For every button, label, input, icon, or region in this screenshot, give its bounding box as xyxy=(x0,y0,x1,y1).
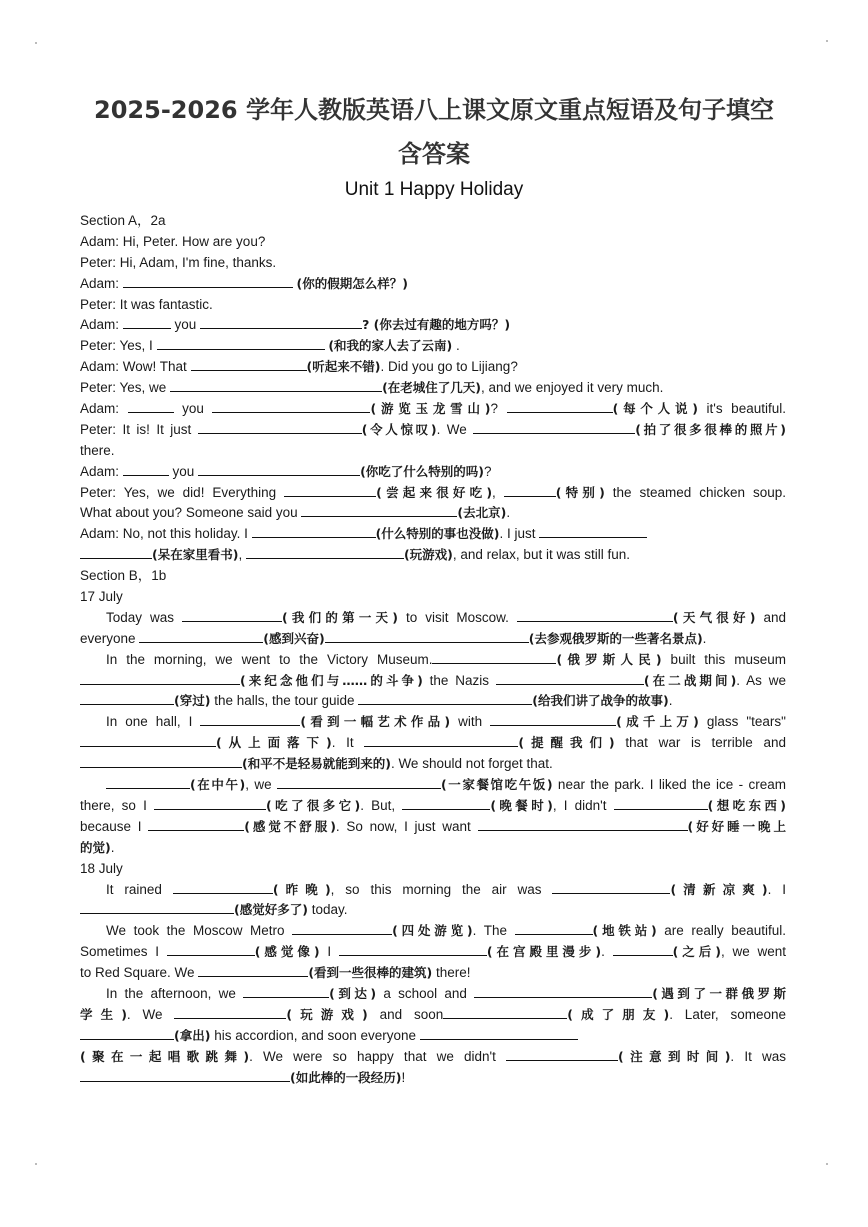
passage-line xyxy=(80,963,786,984)
text: and xyxy=(755,609,786,625)
text: you xyxy=(168,463,199,479)
text: glass "tears" xyxy=(698,714,786,730)
text: Adam: xyxy=(80,275,123,291)
hint: (俄罗斯人民) xyxy=(556,651,662,667)
hint: (吃了很多它) xyxy=(265,797,361,813)
hint: (之后) xyxy=(672,944,721,960)
hint: (清新凉爽) xyxy=(670,881,768,897)
text: , so this morning the air was xyxy=(330,881,553,897)
hint: (你的假期怎么样？) xyxy=(296,275,408,291)
scan-speck xyxy=(826,40,828,42)
answer-blank[interactable] xyxy=(301,503,457,517)
hint: (每个人说) xyxy=(612,401,698,417)
dialogue-line xyxy=(80,232,786,253)
answer-blank[interactable] xyxy=(80,671,240,685)
hint: (给我们讲了战争的故事) xyxy=(532,693,669,709)
hint: (地铁站) xyxy=(592,923,657,939)
hint: (我们的第一天) xyxy=(281,609,398,625)
answer-blank[interactable] xyxy=(80,754,242,768)
answer-blank[interactable] xyxy=(123,315,171,329)
answer-blank[interactable] xyxy=(139,629,263,643)
hint: (到达) xyxy=(329,985,377,1001)
text: . xyxy=(110,839,115,855)
answer-blank[interactable] xyxy=(443,1005,567,1019)
text: the Nazis xyxy=(422,672,496,688)
text: Today was xyxy=(106,609,182,625)
dialogue-line xyxy=(80,545,786,566)
hint: (什么特别的事也没做) xyxy=(375,526,500,542)
passage-line xyxy=(80,1047,786,1068)
text: . It was xyxy=(730,1048,786,1064)
answer-blank[interactable] xyxy=(552,880,670,894)
text: . xyxy=(668,693,673,709)
passage-line xyxy=(80,942,786,963)
text: . xyxy=(452,338,460,354)
answer-blank[interactable] xyxy=(123,462,169,476)
text: ? xyxy=(484,463,492,479)
answer-blank[interactable] xyxy=(174,1005,286,1019)
answer-blank[interactable] xyxy=(157,336,325,350)
text: . xyxy=(506,505,511,521)
text: . We xyxy=(126,1006,175,1022)
text: , xyxy=(238,547,246,563)
hint: 的觉) xyxy=(80,839,111,855)
hint: 学生) xyxy=(80,1006,127,1022)
dialogue-line xyxy=(80,253,786,274)
dialogue-line xyxy=(80,420,786,441)
document-title: 2025-2026 学年人教版英语八上课文原文重点短语及句子填空 xyxy=(94,96,774,124)
text: Adam: xyxy=(80,401,128,417)
hint: (你吃了什么特别的吗) xyxy=(360,463,484,479)
text: , I didn't xyxy=(552,797,614,813)
hint: (听起来不错) xyxy=(306,359,381,375)
scan-speck xyxy=(35,42,37,44)
text: you xyxy=(173,401,213,417)
hint: (提醒我们) xyxy=(518,735,615,751)
text: Peter: Yes, we xyxy=(80,380,171,396)
answer-blank[interactable] xyxy=(173,880,273,894)
hint: (在中午) xyxy=(190,777,246,793)
answer-blank[interactable] xyxy=(106,775,190,789)
hint: (想吃东西) xyxy=(707,797,786,813)
hint: (成了朋友) xyxy=(567,1006,670,1022)
text: it's beautiful. xyxy=(698,401,786,417)
hint: (去参观俄罗斯的一些著名景点) xyxy=(528,630,703,646)
answer-blank[interactable] xyxy=(496,671,644,685)
passage-line xyxy=(80,796,786,817)
answer-blank[interactable] xyxy=(252,524,376,538)
dialogue-line xyxy=(80,336,786,357)
text: Adam: xyxy=(80,463,123,479)
answer-blank[interactable] xyxy=(539,524,647,538)
answer-blank[interactable] xyxy=(432,650,556,664)
scan-speck xyxy=(35,1163,37,1165)
section-heading: Section A，2a xyxy=(80,213,166,228)
text: built this museum xyxy=(661,651,786,667)
passage-line xyxy=(80,650,786,671)
hint: (一家餐馆吃午饭) xyxy=(440,777,553,793)
answer-blank[interactable] xyxy=(292,921,392,935)
hint: (遇到了一群俄罗斯 xyxy=(652,985,786,1001)
text: Sometimes I xyxy=(80,944,167,960)
text: Peter: Yes, we did! Everything xyxy=(80,484,285,500)
answer-blank[interactable] xyxy=(478,817,688,831)
text: with xyxy=(450,714,491,730)
answer-blank[interactable] xyxy=(212,399,370,413)
scan-speck xyxy=(826,1163,828,1165)
passage-line xyxy=(80,880,786,901)
dialogue-line xyxy=(80,357,786,378)
answer-blank[interactable] xyxy=(325,629,529,643)
hint: (从上面落下) xyxy=(216,735,332,751)
hint: (令人惊叹) xyxy=(361,421,437,437)
text: there. xyxy=(80,442,115,458)
passage-line xyxy=(80,838,786,859)
passage-line xyxy=(80,671,786,692)
answer-blank[interactable] xyxy=(198,462,360,476)
text: . I just xyxy=(499,526,540,542)
answer-blank[interactable] xyxy=(473,420,635,434)
dialogue-line xyxy=(80,274,786,295)
text: , and we enjoyed it very much. xyxy=(481,380,664,396)
answer-blank[interactable] xyxy=(339,942,487,956)
answer-blank[interactable] xyxy=(191,357,307,371)
answer-blank[interactable] xyxy=(182,608,282,622)
text: Adam: xyxy=(80,317,123,333)
answer-blank[interactable] xyxy=(80,1026,174,1040)
dialogue-line xyxy=(80,483,786,504)
passage-line xyxy=(80,921,786,942)
answer-blank[interactable] xyxy=(80,733,216,747)
passage-line xyxy=(80,1068,786,1089)
answer-blank[interactable] xyxy=(123,274,293,288)
hint: (拿出) xyxy=(174,1027,211,1043)
dialogue-line xyxy=(80,399,786,420)
passage-line xyxy=(80,984,786,1005)
text: , we went xyxy=(720,944,786,960)
text: there! xyxy=(432,965,471,981)
passage-line xyxy=(80,754,786,775)
passage-line xyxy=(80,608,786,629)
text: . We xyxy=(436,421,474,437)
text: , xyxy=(492,484,504,500)
answer-blank[interactable] xyxy=(506,1047,618,1061)
text: In the afternoon, we xyxy=(106,985,244,1001)
text: What about you? Someone said you xyxy=(80,505,302,521)
answer-blank[interactable] xyxy=(284,483,376,497)
hint: (游览玉龙雪山) xyxy=(370,401,491,417)
text: In one hall, I xyxy=(106,714,201,730)
hint: (和我的家人去了云南) xyxy=(328,338,453,354)
answer-blank[interactable] xyxy=(490,712,616,726)
passage-line xyxy=(80,1005,786,1026)
text: that war is terrible and xyxy=(614,735,786,751)
text: . But, xyxy=(360,797,403,813)
hint: (感到兴奋) xyxy=(263,630,325,646)
hint: (好好睡一晚上 xyxy=(687,818,786,834)
text: . xyxy=(702,630,707,646)
passage-line xyxy=(80,712,786,733)
passage-line xyxy=(80,817,786,838)
text: . xyxy=(601,944,613,960)
hint: (看到一些很棒的建筑) xyxy=(308,965,433,981)
answer-blank[interactable] xyxy=(200,712,300,726)
answer-blank[interactable] xyxy=(358,691,532,705)
answer-blank[interactable] xyxy=(364,733,518,747)
answer-blank[interactable] xyxy=(504,483,556,497)
text: ? xyxy=(490,401,507,417)
answer-blank[interactable] xyxy=(507,399,613,413)
answer-blank[interactable] xyxy=(80,1068,290,1082)
passage-line xyxy=(80,775,786,796)
passage-line xyxy=(80,629,786,650)
text: Peter: Hi, Adam, I'm fine, thanks. xyxy=(80,254,277,270)
text: the steamed chicken soup. xyxy=(604,484,786,500)
text: to Red Square. We xyxy=(80,965,199,981)
text: Adam: No, not this holiday. I xyxy=(80,526,252,542)
text: , we xyxy=(245,777,277,793)
passage-line xyxy=(80,900,786,921)
text: , and relax, but it was still fun. xyxy=(452,547,630,563)
text: . We should not forget that. xyxy=(390,756,553,772)
answer-blank[interactable] xyxy=(515,921,593,935)
hint: (去北京) xyxy=(457,505,507,521)
text: In the morning, we went to the Victory Museum. xyxy=(106,651,433,667)
answer-blank[interactable] xyxy=(154,796,266,810)
document-subtitle: 含答案 xyxy=(398,140,470,168)
diary-date: 17 July xyxy=(80,589,123,605)
answer-blank[interactable] xyxy=(246,545,404,559)
hint: (昨晚) xyxy=(272,881,331,897)
text: Adam: Hi, Peter. How are you? xyxy=(80,233,266,249)
text: It rained xyxy=(106,881,173,897)
answer-blank[interactable] xyxy=(614,796,708,810)
answer-blank[interactable] xyxy=(198,420,362,434)
answer-blank[interactable] xyxy=(420,1026,578,1040)
hint: (成千上万) xyxy=(616,714,699,730)
hint: ? (你去过有趣的地方吗？) xyxy=(362,317,511,333)
hint: (在二战期间) xyxy=(643,672,737,688)
worksheet-content xyxy=(80,211,786,1088)
text: . The xyxy=(472,923,515,939)
unit-title: Unit 1 Happy Holiday xyxy=(344,179,524,200)
answer-blank[interactable] xyxy=(128,399,174,413)
answer-blank[interactable] xyxy=(474,984,652,998)
dialogue-line xyxy=(80,524,786,545)
hint: (来纪念他们与……的斗争) xyxy=(240,672,423,688)
answer-blank[interactable] xyxy=(277,775,441,789)
hint: (和平不是轻易就能到来的) xyxy=(242,756,391,772)
text: . So now, I just want xyxy=(335,818,478,834)
hint: (注意到时间) xyxy=(618,1048,731,1064)
text: near the park. I liked the ice - cream xyxy=(552,777,786,793)
text: . As we xyxy=(736,672,786,688)
text: and soon xyxy=(367,1006,444,1022)
hint: (感觉好多了) xyxy=(234,902,308,918)
text: a school and xyxy=(376,985,475,1001)
answer-blank[interactable] xyxy=(200,315,362,329)
hint: (特别) xyxy=(555,484,605,500)
text: there, so I xyxy=(80,797,154,813)
hint: (四处游览) xyxy=(392,923,473,939)
dialogue-line xyxy=(80,315,786,336)
dialogue-line xyxy=(80,295,786,316)
text: because I xyxy=(80,818,149,834)
text: . I xyxy=(767,881,786,897)
text: today. xyxy=(307,902,348,918)
hint: (玩游戏) xyxy=(286,1006,368,1022)
text: . Later, someone xyxy=(669,1006,786,1022)
passage-line xyxy=(80,733,786,754)
text: We took the Moscow Metro xyxy=(106,923,293,939)
hint: (如此棒的一段经历) xyxy=(290,1069,402,1085)
text: . Did you go to Lijiang? xyxy=(380,359,518,375)
hint: (天气很好) xyxy=(672,609,756,625)
diary-date: 18 July xyxy=(80,860,123,876)
answer-blank[interactable] xyxy=(80,900,234,914)
hint: (感觉像) xyxy=(254,944,320,960)
hint: (尝起来很好吃) xyxy=(376,484,493,500)
text: ! xyxy=(401,1069,406,1085)
text: I xyxy=(319,944,339,960)
answer-blank[interactable] xyxy=(80,545,152,559)
text: Peter: It was fantastic. xyxy=(80,296,213,312)
hint: (看到一幅艺术作品) xyxy=(300,714,451,730)
passage-line xyxy=(80,1026,786,1047)
answer-blank[interactable] xyxy=(517,608,673,622)
text: the halls, the tour guide xyxy=(210,693,359,709)
dialogue-line xyxy=(80,503,786,524)
text: Peter: Yes, I xyxy=(80,338,157,354)
answer-blank[interactable] xyxy=(613,942,673,956)
text: everyone xyxy=(80,630,140,646)
hint: (感觉不舒服) xyxy=(244,818,336,834)
hint: (拍了很多很棒的照片) xyxy=(635,421,786,437)
text: are really beautiful. xyxy=(656,923,786,939)
text: you xyxy=(170,317,201,333)
hint: (在老城住了几天) xyxy=(382,380,481,396)
hint: (穿过) xyxy=(174,693,211,709)
answer-blank[interactable] xyxy=(170,378,382,392)
hint: (玩游戏) xyxy=(403,547,453,563)
answer-blank[interactable] xyxy=(148,817,244,831)
answer-blank[interactable] xyxy=(198,963,308,977)
text: . It xyxy=(331,735,365,751)
answer-blank[interactable] xyxy=(243,984,329,998)
hint: (呆在家里看书) xyxy=(152,547,239,563)
text: Adam: Wow! That xyxy=(80,359,191,375)
hint: (聚在一起唱歌跳舞) xyxy=(80,1048,250,1064)
dialogue-line xyxy=(80,378,786,399)
text: his accordion, and soon everyone xyxy=(210,1027,417,1043)
text: to visit Moscow. xyxy=(397,609,517,625)
answer-blank[interactable] xyxy=(167,942,255,956)
answer-blank[interactable] xyxy=(402,796,490,810)
dialogue-line xyxy=(80,441,786,462)
passage-line xyxy=(80,691,786,712)
text: Peter: It is! It just xyxy=(80,421,198,437)
answer-blank[interactable] xyxy=(80,691,174,705)
hint: (在宫殿里漫步) xyxy=(486,944,602,960)
section-heading: Section B，1b xyxy=(80,568,167,584)
hint: (晚餐时) xyxy=(490,797,553,813)
dialogue-line xyxy=(80,462,786,483)
text: . We were so happy that we didn't xyxy=(249,1048,507,1064)
